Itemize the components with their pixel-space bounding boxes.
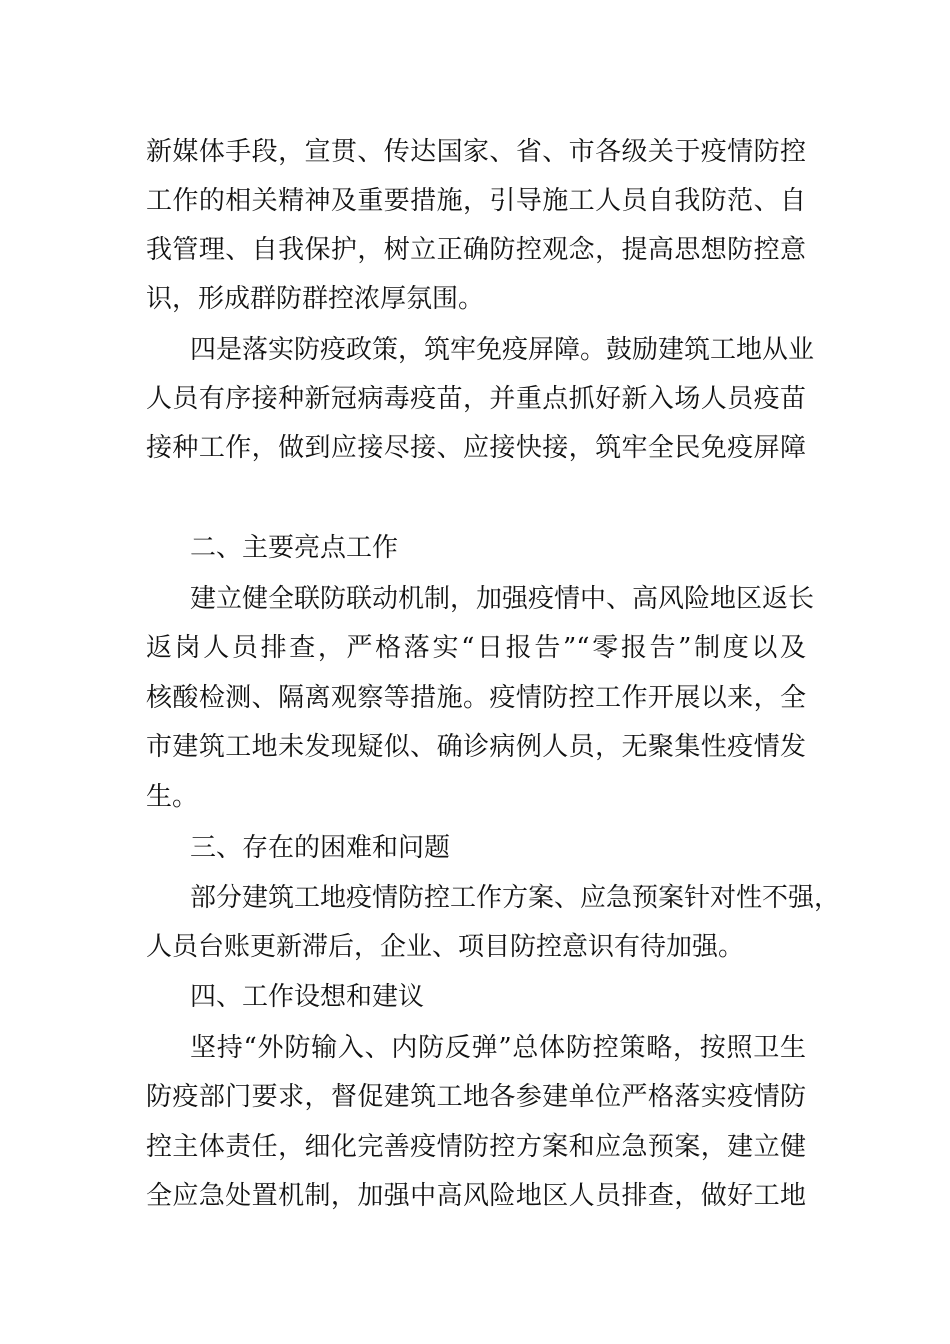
paragraph-line: 返岗人员排查，严格落实“日报告”“零报告”制度以及 <box>146 633 806 663</box>
section-heading: 二、主要亮点工作 <box>190 533 399 563</box>
paragraph-line: 生。 <box>146 782 199 812</box>
paragraph-line: 人员有序接种新冠病毒疫苗，并重点抓好新入场人员疫苗 <box>146 384 806 414</box>
paragraph-line: 工作的相关精神及重要措施，引导施工人员自我防范、自 <box>146 186 806 216</box>
paragraph-line: 建立健全联防联动机制，加强疫情中、高风险地区返长 <box>190 584 815 614</box>
paragraph-line: 新媒体手段，宣贯、传达国家、省、市各级关于疫情防控 <box>146 137 806 167</box>
section-heading: 四、工作设想和建议 <box>190 982 425 1012</box>
paragraph-line: 防疫部门要求，督促建筑工地各参建单位严格落实疫情防 <box>146 1082 806 1112</box>
paragraph-line: 核酸检测、隔离观察等措施。疫情防控工作开展以来，全 <box>146 683 806 713</box>
paragraph-line: 识，形成群防群控浓厚氛围。 <box>146 284 485 314</box>
paragraph-line: 部分建筑工地疫情防控工作方案、应急预案针对性不强， <box>190 883 841 913</box>
paragraph-line: 市建筑工地未发现疑似、确诊病例人员，无聚集性疫情发 <box>146 732 806 762</box>
section-heading: 三、存在的困难和问题 <box>190 833 451 863</box>
paragraph-line: 坚持“外防输入、内防反弹”总体防控策略，按照卫生 <box>190 1033 806 1063</box>
paragraph-line: 人员台账更新滞后，企业、项目防控意识有待加强。 <box>146 932 745 962</box>
paragraph-line: 四是落实防疫政策，筑牢免疫屏障。鼓励建筑工地从业 <box>190 335 815 365</box>
paragraph-line: 我管理、自我保护，树立正确防控观念，提高思想防控意 <box>146 235 806 265</box>
paragraph-line: 接种工作，做到应接尽接、应接快接，筑牢全民免疫屏障 <box>146 433 806 463</box>
paragraph-line: 控主体责任，细化完善疫情防控方案和应急预案，建立健 <box>146 1132 806 1162</box>
paragraph-line: 全应急处置机制，加强中高风险地区人员排查，做好工地 <box>146 1181 806 1211</box>
